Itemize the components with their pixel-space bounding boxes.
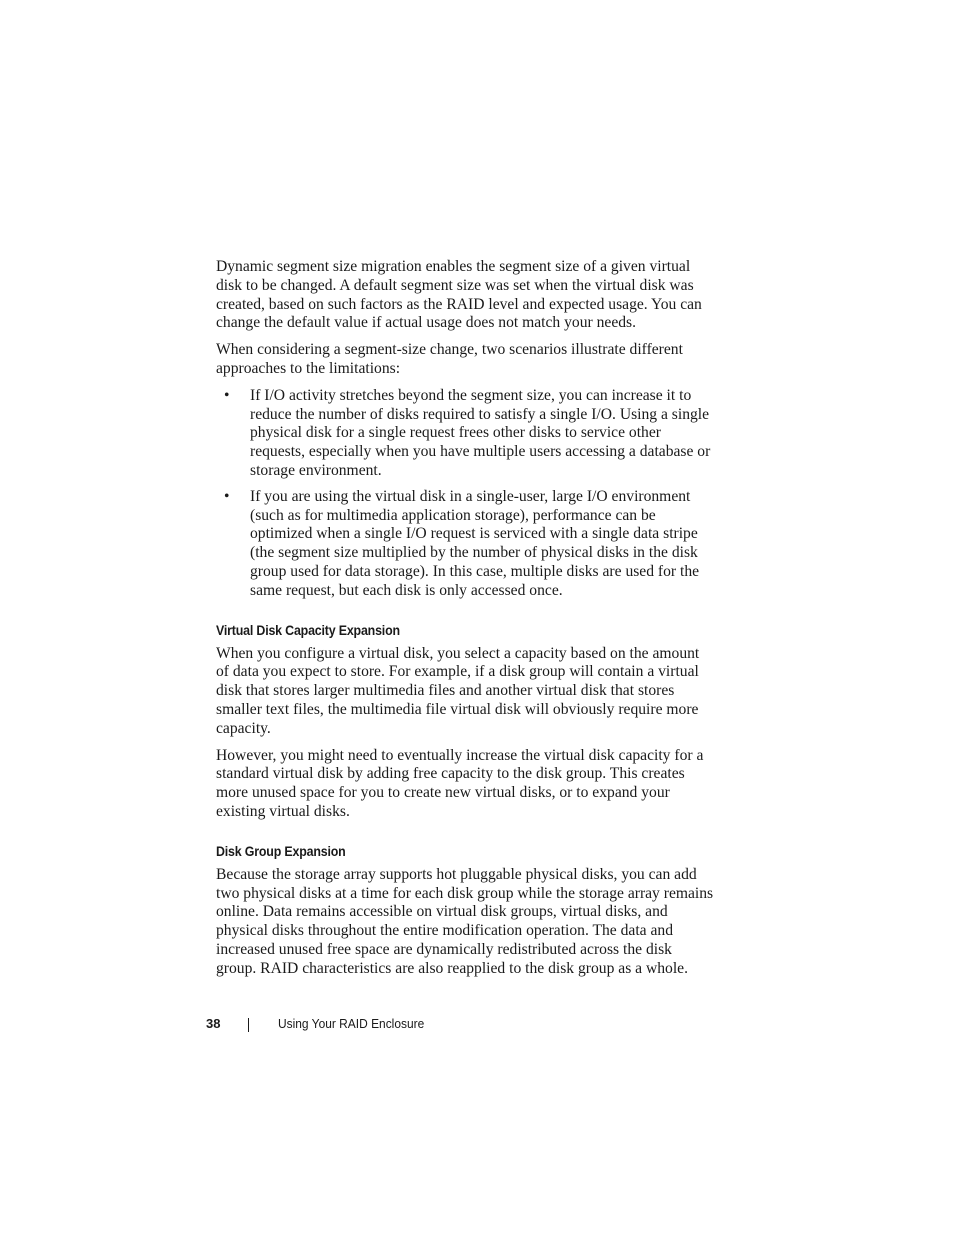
list-item-text: If you are using the virtual disk in a single-user, large I/O environment (such as for multimedia application storage), performance can be optimized when a single I/O request is serviced with a single data stripe (the segment size multiplied by the number of physical disks in the disk group used for data storage). In this case, multiple disks are used for the same request, but each disk is only accessed once. bbox=[250, 487, 700, 599]
bullet-icon: • bbox=[224, 386, 230, 404]
heading-group-expansion: Disk Group Expansion bbox=[216, 843, 346, 859]
list-item bbox=[216, 488, 716, 601]
footer-divider bbox=[248, 1018, 249, 1032]
list-item bbox=[216, 387, 716, 481]
page-body bbox=[216, 258, 716, 987]
paragraph-segment-migration: Dynamic segment size migration enables the segment size of a given virtual disk to be changed. A default segment size was set when the virtual disk was created, based on such factors as the RAID level and expected usage. You can change the default value if actual usage does not match your needs. bbox=[216, 258, 702, 332]
paragraph-capacity-2: However, you might need to eventually increase the virtual disk capacity for a standard virtual disk by adding free capacity to the disk group. This creates more unused space for you to create new virtual disks, or to expand your existing virtual disks. bbox=[216, 746, 704, 820]
paragraph-group-1: Because the storage array supports hot pluggable physical disks, you can add two physical disks at a time for each disk group while the storage array remains online. Data remains accessible on virtual disk groups, virtual disks, and physical disks throughout the entire modification operation. The data and increased unused free space are dynamically redistributed across the disk group. RAID characteristics are also reapplied to the disk group as a whole. bbox=[216, 865, 714, 977]
footer-section-title: Using Your RAID Enclosure bbox=[278, 1016, 425, 1031]
heading-capacity-expansion: Virtual Disk Capacity Expansion bbox=[216, 622, 400, 638]
page-number: 38 bbox=[206, 1016, 221, 1031]
bullet-icon: • bbox=[224, 487, 230, 505]
paragraph-scenarios-intro: When considering a segment-size change, two scenarios illustrate different approaches to the limitations: bbox=[216, 341, 683, 377]
paragraph-capacity-1: When you configure a virtual disk, you select a capacity based on the amount of data you expect to store. For example, if a disk group will contain a virtual disk that stores larger multimedia files and another virtual disk that stores smaller text files, the multimedia file virtual disk will obviously require more capacity. bbox=[216, 644, 700, 737]
list-item-text: If I/O activity stretches beyond the segment size, you can increase it to reduce the number of disks required to satisfy a single I/O. Using a single physical disk for a single request frees other disks to service other requests, especially when you have multiple users accessing a database or storage environment. bbox=[250, 386, 711, 479]
scenario-list bbox=[216, 387, 716, 601]
